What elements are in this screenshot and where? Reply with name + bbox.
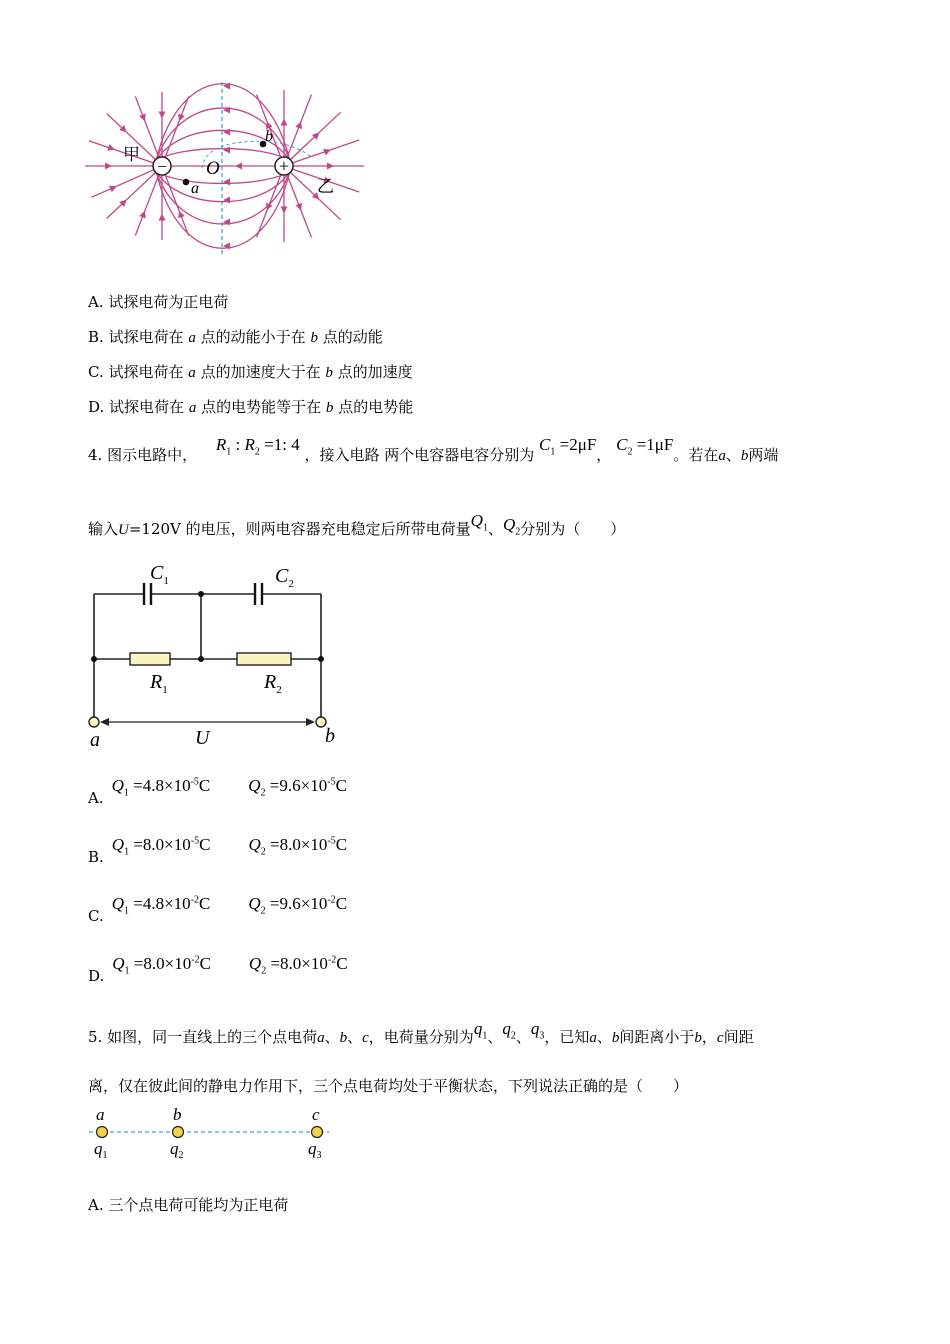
voltage-arrow-right: [306, 718, 315, 726]
circuit-figure: [80, 558, 350, 753]
terminal-a: [89, 717, 99, 727]
label-c1: $C_1$: [150, 562, 169, 587]
field-line: [156, 171, 290, 202]
junction-node: [198, 591, 204, 597]
q1-value: $Q_1 =8.0\times 10^{-2}C$: [112, 954, 211, 977]
voltage-arrow-left: [100, 718, 109, 726]
charge-a: [97, 1127, 108, 1138]
label-b: b: [265, 128, 273, 145]
field-arrow: [295, 120, 304, 129]
q4-option-c[interactable]: $C.Q_1 =4.8\times 10^{-2}C$ $Q_2 =9.6\times 10^{-2}C$: [88, 894, 348, 925]
field-line: [165, 96, 189, 157]
resistor-r1: [130, 653, 170, 665]
q4-option-d[interactable]: $D.Q_1 =8.0\times 10^{-2}C$ $Q_2 =8.0\times 10^{-2}C$: [88, 954, 348, 985]
q2-value: $Q_2 =8.0\times 10^{-2}C$: [248, 954, 348, 977]
field-arrow: [295, 203, 304, 212]
q1-value: $Q_1 =4.8\times 10^{-2}C$: [111, 894, 211, 917]
field-arrow: [235, 163, 242, 170]
field-arrow: [109, 183, 118, 192]
label-r2: $R_2$: [264, 671, 282, 696]
junction-node: [91, 656, 97, 662]
field-arrow: [264, 203, 273, 212]
field-arrow: [107, 144, 116, 153]
field-arrow: [223, 179, 230, 186]
q2-value: $Q_2 =9.6\times 10^{-5}C$: [248, 776, 347, 799]
label-b: b: [173, 1105, 182, 1124]
q1-value: $Q_1 =4.8\times 10^{-5}C$: [111, 776, 211, 799]
field-arrow: [105, 163, 112, 170]
field-arrow: [223, 147, 230, 154]
field-arrow: [281, 119, 288, 126]
ratio-expression: $R_1$ : $R_2 =1$: 4: [215, 435, 300, 458]
q3-option-a[interactable]: A. 试探电荷为正电荷: [88, 293, 229, 311]
q4-stem-line-1: 4. 图示电路中， $R_1$ : $R_2 =1$: 4 ，接入电路 两个电容器电容分别为 $C_1 =2\mu F$， $C_2 =1\mu F$。若在a、b两端: [88, 435, 779, 464]
q1-small-symbol: $q_1$: [473, 1019, 488, 1042]
resistor-r2: [237, 653, 291, 665]
junction-node: [198, 656, 204, 662]
charge-b: [173, 1127, 184, 1138]
q3-option-c[interactable]: C. 试探电荷在 a 点的加速度大于在 b 点的加速度: [88, 363, 413, 381]
field-line: [156, 149, 290, 161]
q1-value: $Q_1 =8.0\times 10^{-5}C$: [111, 835, 211, 858]
c1-expression: $C_1 =2\mu F$: [539, 435, 597, 458]
q2-small-symbol: $q_2$: [502, 1019, 516, 1042]
charge-c: [312, 1127, 323, 1138]
field-line: [156, 171, 290, 248]
field-arrow: [323, 146, 332, 155]
field-line: [89, 141, 154, 163]
label-c: c: [312, 1105, 320, 1124]
field-arrow: [223, 197, 230, 204]
q3-option-b[interactable]: B. 试探电荷在 a 点的动能小于在 b 点的动能: [88, 328, 383, 346]
q1-symbol: $Q_1$: [470, 511, 488, 534]
q2-symbol: $Q_2$: [502, 515, 521, 538]
field-line: [135, 175, 159, 236]
field-arrow: [223, 129, 230, 136]
q3-option-d[interactable]: D. 试探电荷在 a 点的电势能等于在 b 点的电势能: [88, 398, 414, 416]
label-u: U: [195, 727, 210, 749]
q5-option-a[interactable]: A. 三个点电荷可能均为正电荷: [88, 1196, 289, 1214]
field-line: [156, 84, 290, 161]
label-b: b: [325, 725, 335, 747]
label-jia: 甲: [123, 145, 140, 165]
q4-option-a[interactable]: $A.Q_1 =4.8\times 10^{-5}C$ $Q_2 =9.6\times 10^{-5}C$: [88, 776, 347, 807]
field-arrow: [159, 214, 166, 221]
q5-stem-line-2: 离，仅在彼此间的静电力作用下，三个点电荷均处于平衡状态，下列说法正确的是（ ）: [88, 1077, 689, 1095]
junction-node: [318, 656, 324, 662]
q2-value: $Q_2 =9.6\times 10^{-2}C$: [248, 894, 348, 917]
label-q3: $q_3$: [308, 1139, 322, 1161]
label-a: a: [90, 729, 100, 751]
q5-stem-line-1: 5. 如图，同一直线上的三个点电荷a、b、c，电荷量分别为$q_1$、$q_2$、$q_3$，已知a、b间距离小于b，c间距: [88, 1019, 754, 1046]
c2-expression: $C_2 =1\mu F$: [616, 435, 674, 458]
q3-small-symbol: $q_3$: [530, 1019, 545, 1042]
field-arrow: [327, 163, 334, 170]
negative-sign: −: [157, 157, 167, 176]
q4-option-b[interactable]: $B.Q_1 =8.0\times 10^{-5}C$ $Q_2 =8.0\times 10^{-5}C$: [88, 835, 348, 866]
positive-sign: +: [278, 156, 290, 176]
field-line: [156, 171, 290, 183]
label-a: a: [191, 180, 199, 197]
q2-value: $Q_2 =8.0\times 10^{-5}C$: [248, 835, 348, 858]
field-lines-figure: [85, 78, 375, 258]
field-arrow: [281, 207, 288, 214]
field-arrow: [139, 114, 148, 123]
label-a: a: [96, 1105, 105, 1124]
field-arrow: [159, 112, 166, 119]
field-arrow: [139, 209, 148, 218]
label-c2: $C_2$: [275, 565, 294, 590]
label-yi: 乙: [317, 177, 334, 197]
label-q2: $q_2$: [170, 1139, 184, 1161]
point-a-dot: [183, 179, 190, 186]
q4-stem-line-2: 输入U=120V 的电压，则两电容器充电稳定后所带电荷量$Q_1$、$Q_2$分别为（ ）: [88, 511, 626, 538]
three-charges-figure: [85, 1102, 335, 1166]
label-r1: $R_1$: [150, 671, 168, 696]
label-q1: $q_1$: [94, 1139, 108, 1161]
label-O: O: [206, 158, 220, 179]
